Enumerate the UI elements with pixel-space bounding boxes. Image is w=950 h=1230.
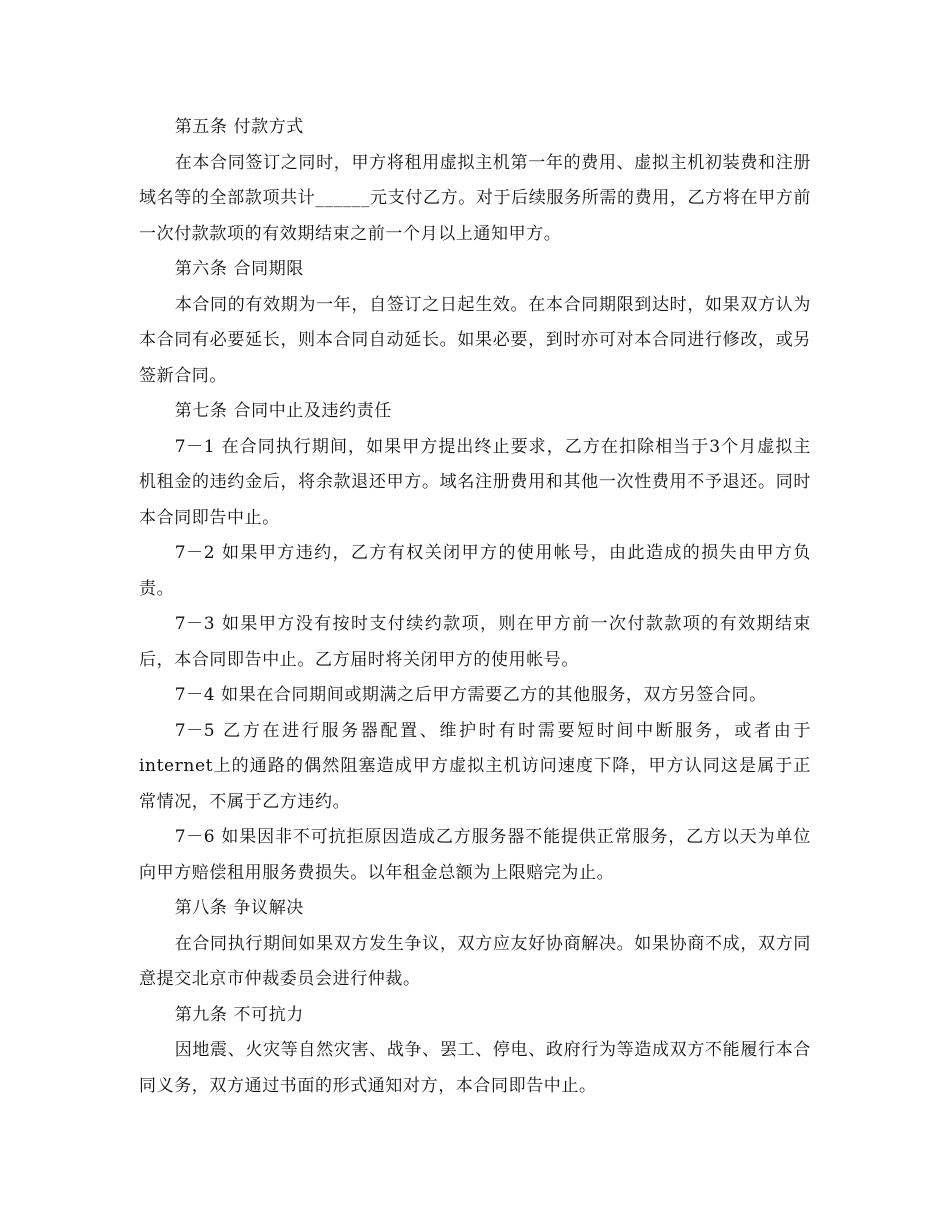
clause-7-1-paragraph: 7－1 在合同执行期间，如果甲方提出终止要求，乙方在扣除相当于3个月虚拟主机租金的违约金后，将余款退还甲方。域名注册费用和其他一次性费用不予退还。同时本合同即告中止。 — [139, 436, 811, 528]
article-8-dispute-paragraph: 在合同执行期间如果双方发生争议，双方应友好协商解决。如果协商不成，双方同意提交北京市仲裁委员会进行仲裁。 — [139, 933, 811, 989]
article-6-heading: 第六条 合同期限 — [174, 259, 304, 279]
article-8-heading: 第八条 争议解决 — [174, 898, 304, 918]
clause-7-6-paragraph: 7－6 如果因非不可抗拒原因造成乙方服务器不能提供正常服务，乙方以天为单位向甲方赔偿租用服务费损失。以年租金总额为上限赔完为止。 — [139, 827, 811, 883]
article-6-term-paragraph: 本合同的有效期为一年，自签订之日起生效。在本合同期限到达时，如果双方认为本合同有必要延长，则本合同自动延长。如果必要，到时亦可对本合同进行修改，或另签新合同。 — [139, 294, 811, 386]
clause-7-2-paragraph: 7－2 如果甲方违约，乙方有权关闭甲方的使用帐号，由此造成的损失由甲方负责。 — [139, 543, 811, 599]
clause-7-3-paragraph: 7－3 如果甲方没有按时支付续约款项，则在甲方前一次付款款项的有效期结束后，本合同即告中止。乙方届时将关闭甲方的使用帐号。 — [139, 614, 811, 670]
article-5-payment-paragraph: 在本合同签订之同时，甲方将租用虚拟主机第一年的费用、虚拟主机初装费和注册域名等的全部款项共计______元支付乙方。对于后续服务所需的费用，乙方将在甲方前一次付款款项的有效期结束之前一个月以上通知甲方。 — [139, 152, 811, 244]
contract-text — [139, 110, 811, 1104]
article-5-heading: 第五条 付款方式 — [174, 117, 304, 137]
article-9-force-majeure-paragraph: 因地震、火灾等自然灾害、战争、罢工、停电、政府行为等造成双方不能履行本合同义务，双方通过书面的形式通知对方，本合同即告中止。 — [139, 1040, 811, 1096]
clause-7-4-paragraph: 7－4 如果在合同期间或期满之后甲方需要乙方的其他服务，双方另签合同。 — [174, 685, 767, 705]
article-9-heading: 第九条 不可抗力 — [174, 1004, 304, 1025]
clause-7-5-paragraph: 7－5 乙方在进行服务器配置、维护时有时需要短时间中断服务，或者由于internet上的通路的偶然阻塞造成甲方虚拟主机访问速度下降，甲方认同这是属于正常情况，不属于乙方违约。 — [139, 720, 811, 812]
article-7-heading: 第七条 合同中止及违约责任 — [174, 401, 392, 421]
